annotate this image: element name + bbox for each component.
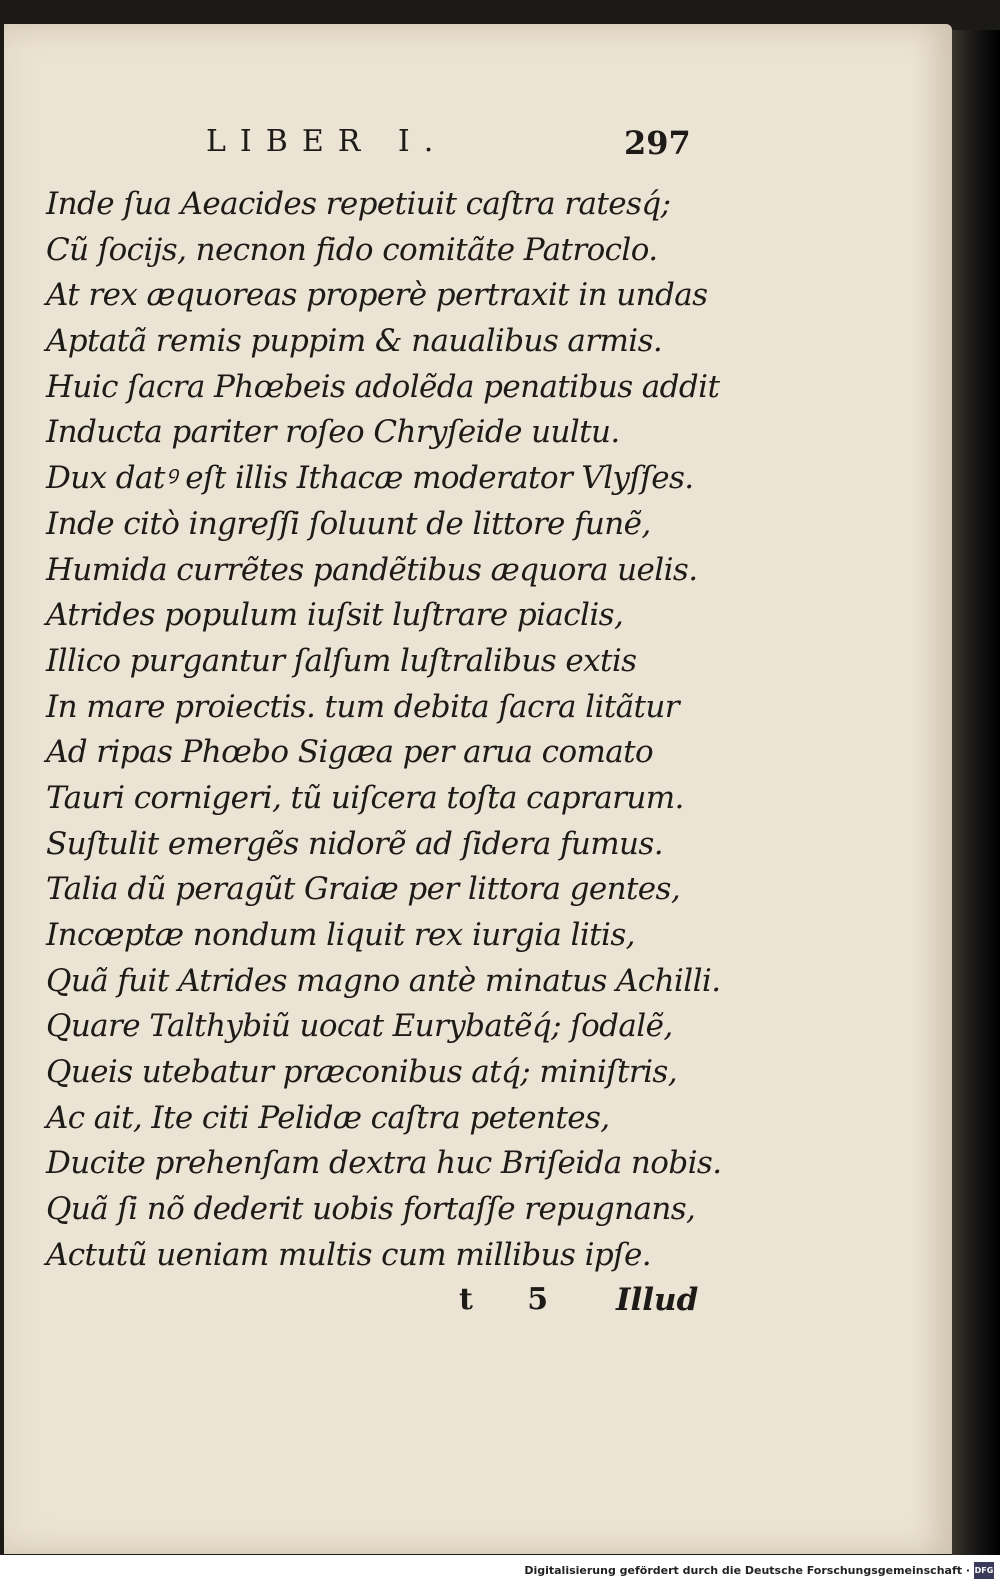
verse-line: Cũ ſocijs, necnon fido comitãte Patroclo. [46, 231, 658, 268]
verse-line: Actutũ ueniam multis cum millibus ipſe. [46, 1236, 652, 1273]
verse-line: Inducta pariter roſeo Chryſeide uultu. [46, 414, 620, 451]
verse-line: Inde citò ingreſſi ſoluunt de littore funẽ, [46, 505, 651, 542]
verse-line: Huic ſacra Phœbeis adolẽda penatibus addit [46, 368, 720, 405]
book-page [4, 24, 952, 1554]
verse-line: Tauri cornigeri, tũ uiſcera toſta caprarum. [46, 779, 684, 816]
verse-line: Quã ſi nõ dederit uobis fortaſſe repugnans, [46, 1191, 696, 1228]
page-header [204, 124, 704, 172]
verse-line: Humida currẽtes pandẽtibus æquora uelis. [46, 551, 698, 588]
verse-line: At rex æquoreas properè pertraxit in undas [46, 277, 708, 314]
verse-line: Quã fuit Atrides magno antè minatus Achilli. [46, 962, 721, 999]
verse-line: Inde ſua Aeacides repetiuit caſtra ratesq́; [46, 186, 671, 222]
verse-line: Ac ait, Ite citi Pelidæ caſtra petentes, [46, 1099, 610, 1136]
page-number: 297 [624, 124, 691, 162]
footer-bar [0, 1555, 1000, 1588]
verse-line: Atrides populum iuſsit luſtrare piaclis, [46, 597, 624, 634]
running-head: LIBER I. [206, 124, 448, 159]
verse-line: Illico purgantur ſalſum luſtralibus extis [46, 642, 637, 679]
verse-block [46, 182, 726, 1279]
dfg-logo-icon: DFG [974, 1562, 994, 1579]
verse-line: Suſtulit emergẽs nidorẽ ad ſidera fumus. [46, 825, 663, 862]
verse-line: Ad ripas Phœbo Sigæa per arua comato [46, 734, 654, 771]
verse-line: Aptatã remis puppim & naualibus armis. [46, 323, 663, 360]
signature-mark: t 5 [459, 1282, 571, 1317]
verse-line: Queis utebatur præconibus atq́; miniſtris, [46, 1054, 677, 1091]
catchword: Illud [616, 1282, 699, 1318]
verse-line: Ducite prehenſam dextra huc Briſeida nobis. [46, 1145, 722, 1182]
verse-line: Dux datꝰ eſt illis Ithacæ moderator Vlyſſes. [46, 460, 694, 497]
verse-line: Talia dũ peragũt Graiæ per littora gentes, [46, 871, 681, 908]
verse-line: Incœptæ nondum liquit rex iurgia litis, [46, 917, 635, 953]
funding-credit: Digitalisierung gefördert durch die Deutsche Forschungsgemeinschaft · [524, 1564, 970, 1577]
verse-line: In mare proiectis. tum debita ſacra litãtur [46, 688, 679, 725]
book-gutter-shadow [952, 30, 1000, 1555]
verse-line: Quare Talthybiũ uocat Eurybatẽq́; ſodalẽ, [46, 1008, 673, 1045]
